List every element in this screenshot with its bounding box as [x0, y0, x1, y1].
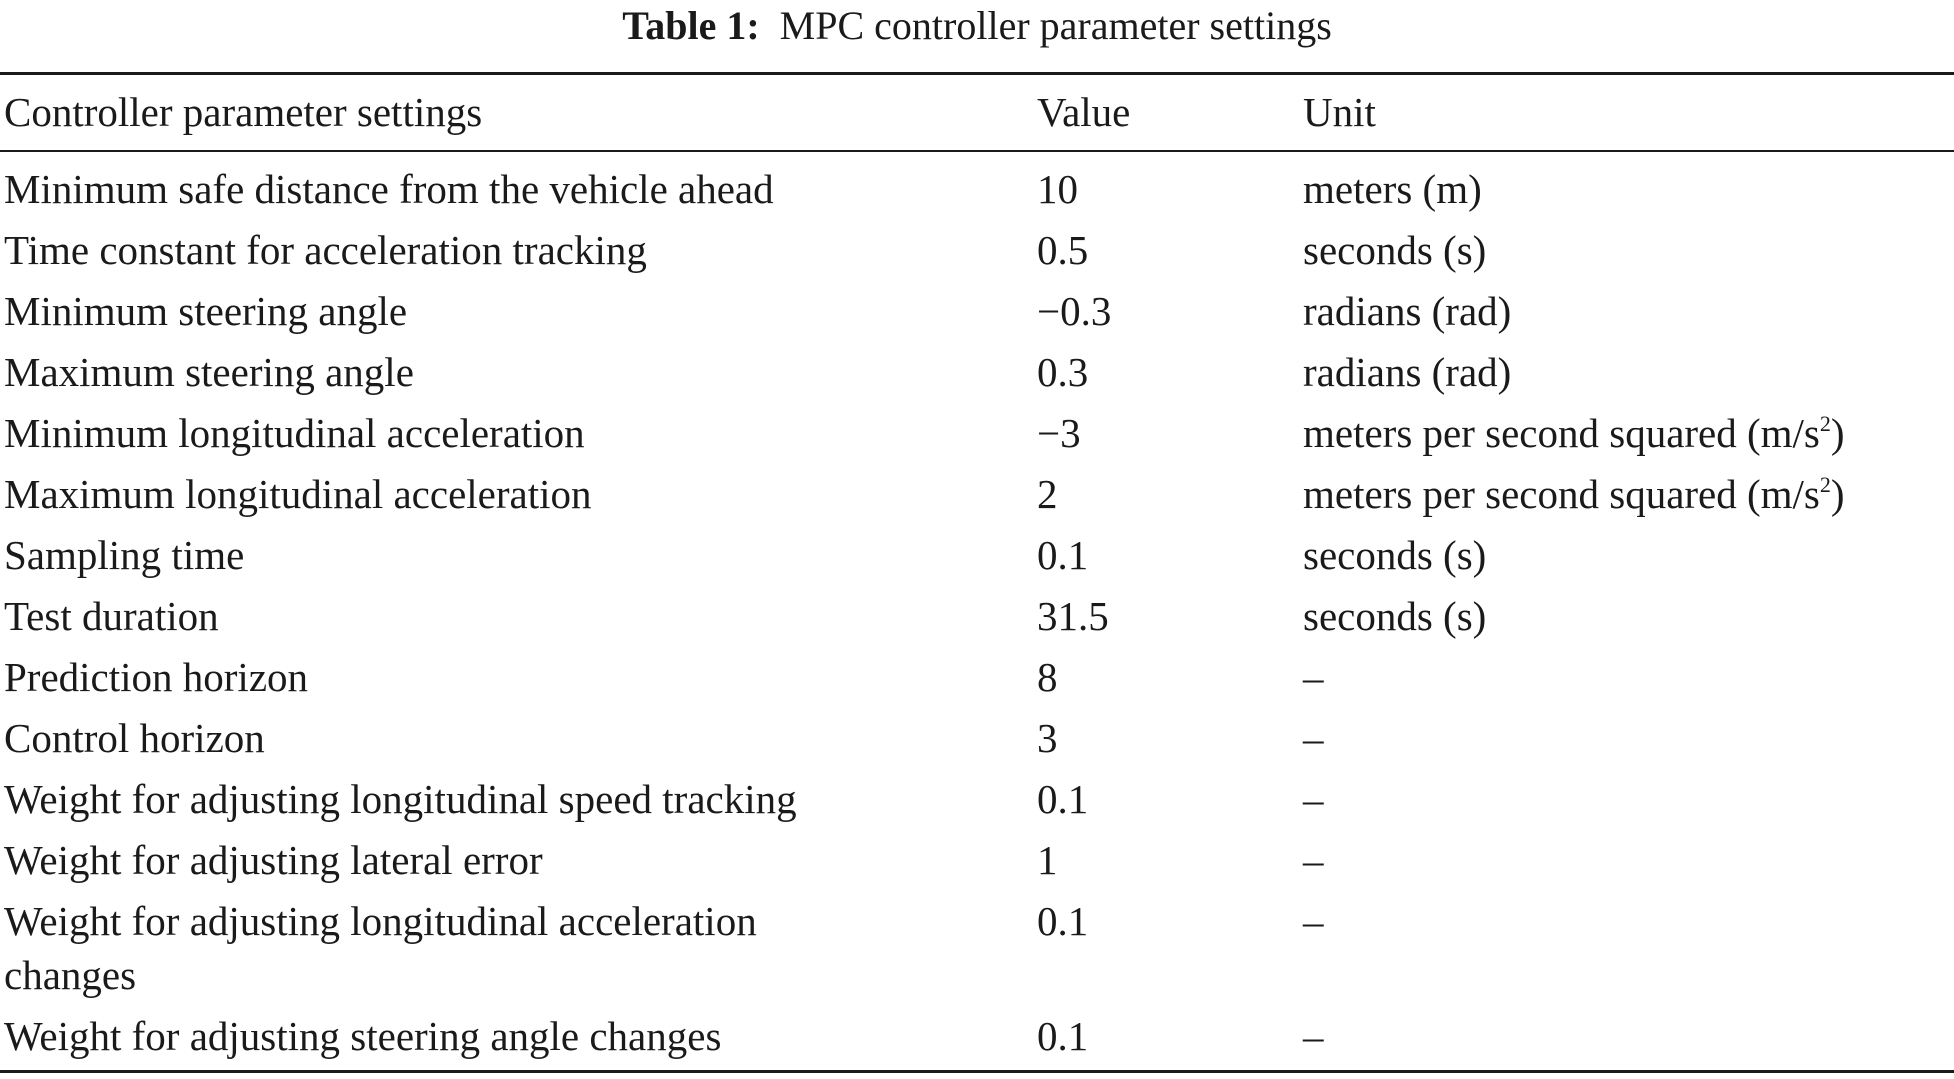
- unit-cell: radians (rad): [1303, 288, 1512, 334]
- unit-superscript: 2: [1819, 472, 1831, 497]
- header-rule: [0, 150, 1954, 152]
- parameter-cell: Prediction horizon: [4, 654, 309, 700]
- unit-tail: ): [1830, 410, 1845, 456]
- header-value: Value: [1037, 89, 1131, 135]
- parameter-cell: Test duration: [4, 593, 219, 639]
- unit-cell: –: [1303, 837, 1324, 883]
- unit-cell: seconds (s): [1303, 227, 1487, 273]
- parameter-cell: Weight for adjusting lateral error: [4, 837, 543, 883]
- unit-cell: meters (m): [1303, 166, 1482, 212]
- value-cell: 0.1: [1037, 1013, 1089, 1059]
- value-cell: 31.5: [1037, 593, 1109, 639]
- unit-cell: –: [1303, 1013, 1324, 1059]
- parameter-cell: Weight for adjusting longitudinal acceleration: [4, 898, 757, 944]
- parameter-cell: Time constant for acceleration tracking: [4, 227, 647, 273]
- value-cell: 3: [1037, 715, 1058, 761]
- header-unit: Unit: [1303, 89, 1376, 135]
- table-caption: [0, 2, 1954, 50]
- unit-cell: radians (rad): [1303, 349, 1512, 395]
- header-parameter: Controller parameter settings: [4, 89, 483, 135]
- value-cell: 2: [1037, 471, 1058, 517]
- unit-cell: –: [1303, 898, 1324, 944]
- bottom-rule: [0, 1070, 1954, 1073]
- parameter-cell: Minimum steering angle: [4, 288, 408, 334]
- unit-cell: [1303, 406, 1845, 460]
- parameter-cell: Minimum longitudinal acceleration: [4, 410, 585, 456]
- value-cell: −3: [1037, 410, 1081, 456]
- value-cell: 0.1: [1037, 776, 1089, 822]
- value-cell: 0.1: [1037, 898, 1089, 944]
- unit-text: meters per second squared (m/s: [1303, 471, 1820, 517]
- parameter-cell: Minimum safe distance from the vehicle ahead: [4, 166, 774, 212]
- value-cell: −0.3: [1037, 288, 1112, 334]
- unit-cell: [1303, 467, 1845, 521]
- unit-text: meters per second squared (m/s: [1303, 410, 1820, 456]
- unit-cell: –: [1303, 715, 1324, 761]
- unit-cell: seconds (s): [1303, 593, 1487, 639]
- value-cell: 8: [1037, 654, 1058, 700]
- parameter-cell: Weight for adjusting steering angle changes: [4, 1013, 722, 1059]
- parameter-cell: Control horizon: [4, 715, 265, 761]
- value-cell: 0.3: [1037, 349, 1089, 395]
- unit-cell: –: [1303, 654, 1324, 700]
- parameter-cell: Sampling time: [4, 532, 245, 578]
- table-label: Table 1:: [622, 3, 760, 48]
- table-title: MPC controller parameter settings: [779, 3, 1332, 48]
- parameter-cell-continuation: changes: [4, 952, 137, 998]
- unit-cell: seconds (s): [1303, 532, 1487, 578]
- top-rule: [0, 72, 1954, 75]
- parameter-cell: Weight for adjusting longitudinal speed tracking: [4, 776, 797, 822]
- unit-superscript: 2: [1819, 411, 1831, 436]
- unit-tail: ): [1830, 471, 1845, 517]
- value-cell: 0.1: [1037, 532, 1089, 578]
- parameter-cell: Maximum longitudinal acceleration: [4, 471, 592, 517]
- parameter-cell: Maximum steering angle: [4, 349, 414, 395]
- unit-cell: –: [1303, 776, 1324, 822]
- value-cell: 10: [1037, 166, 1078, 212]
- value-cell: 0.5: [1037, 227, 1089, 273]
- value-cell: 1: [1037, 837, 1058, 883]
